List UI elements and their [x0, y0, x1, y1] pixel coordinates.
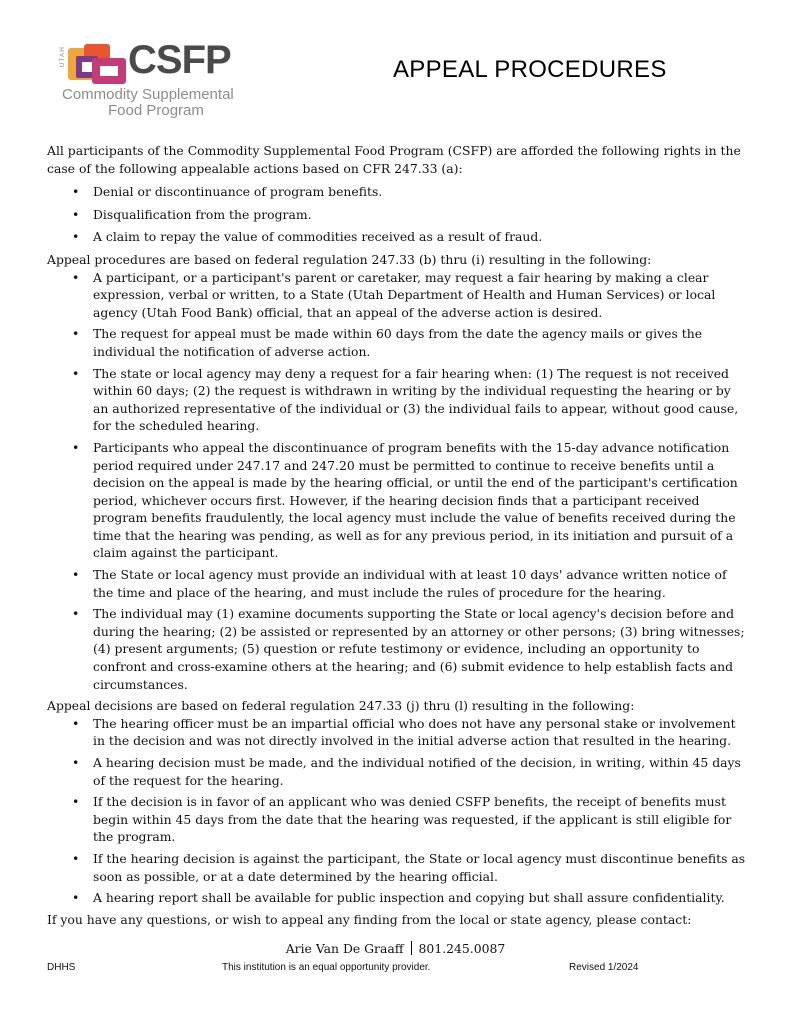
list-item: • If the hearing decision is against the participant, the State or local agency must discontinue benefits as soon as possible, or at a date determined by the hearing official. [47, 850, 747, 885]
list-item: • The hearing officer must be an impartial official who does not have any personal stake or involvement in the decision and was not directly involved in the initial adverse action that resulted in the hearing. [47, 715, 747, 750]
appealable-actions-list [47, 183, 747, 246]
list-item: • A hearing decision must be made, and the individual notified of the decision, in writing, within 45 days of the request for the hearing. [47, 754, 747, 789]
csfp-logo [59, 38, 262, 120]
contact-name: Arie Van De Graaff [285, 941, 404, 956]
decisions-list [47, 715, 747, 907]
document-body [47, 142, 747, 928]
list-item: • A claim to repay the value of commodities received as a result of fraud. [47, 228, 747, 246]
list-item: • The request for appeal must be made within 60 days from the date the agency mails or gives the individual the notification of adverse action. [47, 325, 747, 360]
procedures-heading: Appeal procedures are based on federal regulation 247.33 (b) thru (i) resulting in the following: [47, 251, 652, 267]
footer-equal-opportunity: This institution is an equal opportunity provider. [222, 962, 431, 973]
list-item: • Disqualification from the program. [47, 206, 747, 224]
contact-separator [411, 941, 412, 955]
logo-acronym: CSFP [128, 38, 231, 82]
contact-phone: 801.245.0087 [418, 941, 506, 956]
logo-state-text: UTAH [59, 46, 66, 68]
csfp-logo-mark-icon [62, 42, 132, 88]
list-item: • The State or local agency must provide an individual with at least 10 days' advance written notice of the time and place of the hearing, and must include the rules of procedure for the hearing. [47, 566, 747, 601]
list-item: • The individual may (1) examine documents supporting the State or local agency's decision before and during the hearing; (2) be assisted or represented by an attorney or other persons; (3) bring witnesses; (4) present arguments; (5) question or refute testimony or evidence, including an opportunity to confront and cross-examine others at the hearing; and (6) submit evidence to help establish facts and circumstances. [47, 605, 747, 693]
logo-program-name-line1: Commodity Supplemental [62, 86, 234, 103]
list-item: • A hearing report shall be available for public inspection and copying but shall assure confidentiality. [47, 889, 747, 907]
decisions-heading: Appeal decisions are based on federal regulation 247.33 (j) thru (l) resulting in the following: [47, 698, 635, 714]
footer-agency: DHHS [47, 962, 76, 973]
closing-paragraph: If you have any questions, or wish to appeal any finding from the local or state agency, please contact: [47, 911, 692, 927]
footer-revision-date: Revised 1/2024 [569, 962, 639, 973]
logo-program-name-line2: Food Program [108, 102, 204, 119]
list-item: • A participant, or a participant's parent or caretaker, may request a fair hearing by making a clear expression, verbal or written, to a State (Utah Department of Health and Human Services) or local agency (Utah Food Bank) official, that an appeal of the adverse action is desired. [47, 269, 747, 322]
intro-paragraph: All participants of the Commodity Supplemental Food Program (CSFP) are afforded the following rights in the case of the following appealable actions based on CFR 247.33 (a): [47, 143, 741, 176]
list-item: • The state or local agency may deny a request for a fair hearing when: (1) The request is not received within 60 days; (2) the request is withdrawn in writing by the individual requesting the hearing or by an authorized representative of the individual or (3) the individual fails to appear, without good cause, for the scheduled hearing. [47, 365, 747, 435]
list-item: • Denial or discontinuance of program benefits. [47, 183, 747, 201]
page-footer [0, 962, 791, 978]
list-item: • If the decision is in favor of an applicant who was denied CSFP benefits, the receipt of benefits must begin within 45 days from the date that the hearing was requested, if the applicant is still eligible for the program. [47, 793, 747, 846]
procedures-list [47, 269, 747, 694]
document-header [0, 0, 791, 130]
list-item: • Participants who appeal the discontinuance of program benefits with the 15-day advance notification period required under 247.17 and 247.20 must be permitted to continue to receive benefits until a decision on the appeal is made by the hearing official, or until the end of the participant's certification period, whichever occurs first. However, if the hearing decision finds that a participant received program benefits fraudulently, the local agency must include the value of benefits received during the time that the hearing was pending, as well as for any previous period, in its initiation and pursuit of a claim against the participant. [47, 439, 747, 562]
contact-line [0, 940, 791, 957]
page-title: APPEAL PROCEDURES [393, 56, 667, 83]
